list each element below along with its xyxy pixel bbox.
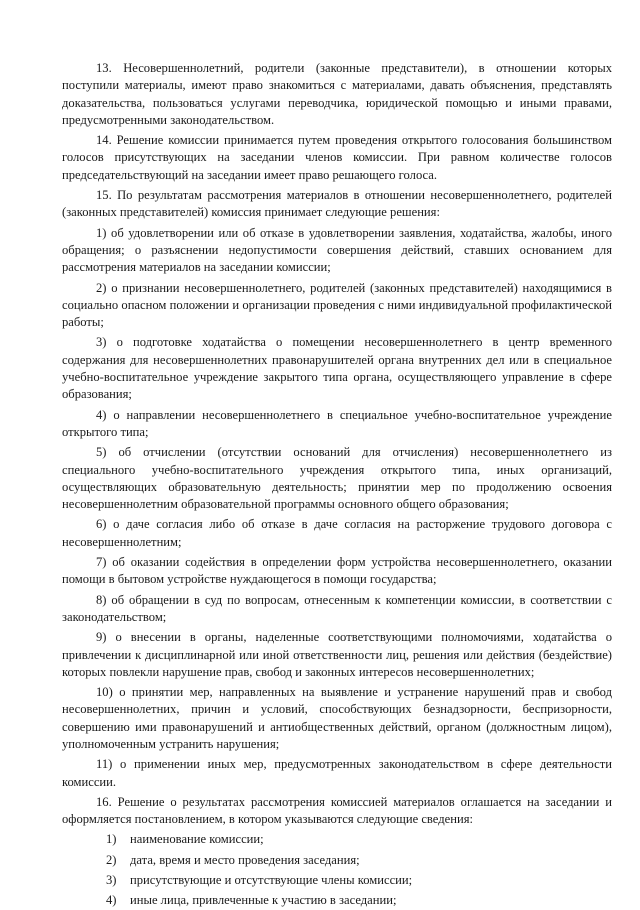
paragraph-16: 16. Решение о результатах рассмотрения комиссией материалов оглашается на заседании и оформляется постановлением, в котором указываются следующие сведения: <box>62 794 612 827</box>
list-item <box>62 852 612 869</box>
paragraph-15-item-2: 2) о признании несовершеннолетнего, родителей (законных представителей) находящимися в социально опасном положении и организации проведения с ними индивидуальной профилактической работы; <box>62 280 612 330</box>
paragraph-15-item-6: 6) о даче согласия либо об отказе в даче согласия на расторжение трудового договора с несовершеннолетним; <box>62 517 612 549</box>
list-item <box>62 892 612 909</box>
paragraph-15-item-7: 7) об оказании содействия в определении форм устройства несовершеннолетнего, оказании помощи в бытовом устройстве нуждающегося в помощи государства; <box>62 555 612 587</box>
paragraph-15-item-10: 10) о принятии мер, направленных на выявление и устранение нарушений прав и свобод несовершеннолетних, причин и условий, способствующих безнадзорности, беспризорности, совершению ими правонарушений и антиобщественных действий, органом (должностным лицом), уполномоченным устранить нарушения; <box>62 685 612 751</box>
paragraph-15-item-11: 11) о применении иных мер, предусмотренных законодательством в сфере деятельности комиссии. <box>62 757 612 789</box>
paragraph-15-item-5: 5) об отчислении (отсутствии оснований для отчисления) несовершеннолетнего из специального учебно-воспитательного учреждения открытого типа, иных организаций, осуществляющих образовательную деятельность; принятии мер по продолжению освоения несовершеннолетним образовательной программы основного общего образования; <box>62 445 612 512</box>
list-item <box>62 872 612 889</box>
paragraph-14: 14. Решение комиссии принимается путем проведения открытого голосования большинством голосов присутствующих на заседании членов комиссии. При равном количестве голосов председательствующий на заседании имеет право решающего голоса. <box>62 133 612 182</box>
list-item <box>62 831 612 848</box>
list-item-text: дата, время и место проведения заседания; <box>130 852 360 867</box>
list-item-number: 1) <box>106 832 117 847</box>
paragraph-15-item-4: 4) о направлении несовершеннолетнего в специальное учебно-воспитательное учреждение открытого типа; <box>62 407 612 439</box>
list-item-text: наименование комиссии; <box>130 832 264 847</box>
list-item-number: 2) <box>106 852 117 867</box>
list-item-number: 4) <box>106 893 117 908</box>
paragraph-15: 15. По результатам рассмотрения материалов в отношении несовершеннолетнего, родителей (законных представителей) комиссия принимает следующие решения: <box>62 188 612 220</box>
paragraph-15-item-1: 1) об удовлетворении или об отказе в удовлетворении заявления, ходатайства, жалобы, иного обращения; о разъяснении недопустимости совершения действий, ставших основанием для рассмотрения материалов на заседании комиссии; <box>62 225 612 275</box>
paragraph-15-item-8: 8) об обращении в суд по вопросам, отнесенным к компетенции комиссии, в соответствии с законодательством; <box>62 592 612 624</box>
list-item-text: присутствующие и отсутствующие члены комиссии; <box>130 873 413 888</box>
list-item-number: 3) <box>106 873 117 888</box>
paragraph-15-item-9: 9) о внесении в органы, наделенные соответствующими полномочиями, ходатайства о привлечении к дисциплинарной или иной ответственности лиц, решения или действия (бездействие) которых повлекли нарушение прав, свобод и законных интересов несовершеннолетних; <box>62 630 612 679</box>
paragraph-15-item-3: 3) о подготовке ходатайства о помещении несовершеннолетнего в центр временного содержания для несовершеннолетних правонарушителей органа внутренних дел или в специальное учебно-воспитательное учреждение закрытого типа органа, осуществляющего управление в сфере образования; <box>62 335 612 402</box>
list-item-text: иные лица, привлеченные к участию в заседании; <box>130 893 397 908</box>
paragraph-13: 13. Несовершеннолетний, родители (законные представители), в отношении которых поступили материалы, имеют право знакомиться с материалами, давать объяснения, представлять доказательства, пользоваться услугами переводчика, юридической помощью и иными правами, предусмотренными законодательством. <box>62 61 612 127</box>
